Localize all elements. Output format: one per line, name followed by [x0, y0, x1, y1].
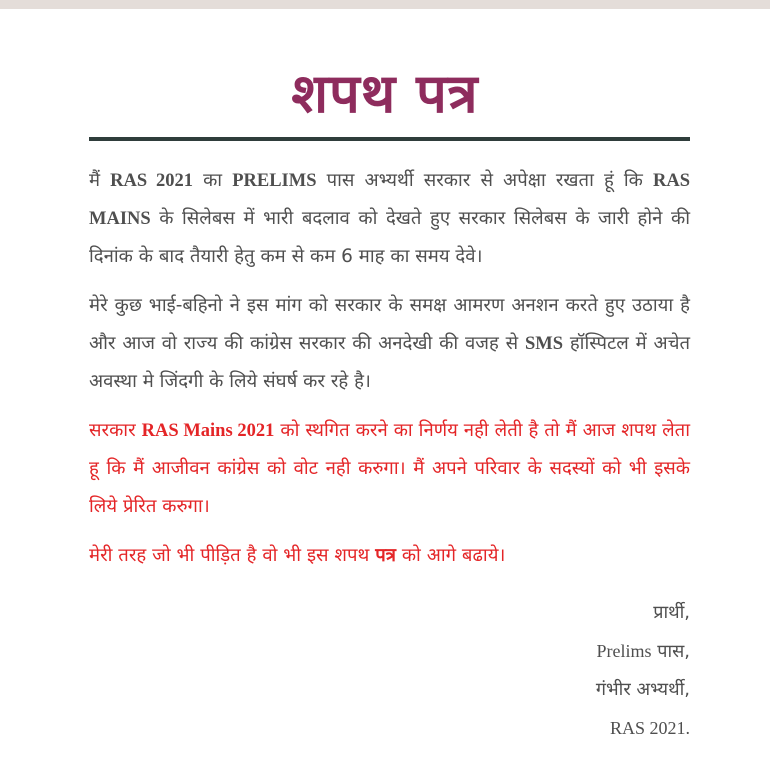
p3-bold-ras-mains-2021: RAS Mains 2021 — [141, 421, 275, 441]
top-band — [0, 0, 770, 9]
p1-bold-ras-mains: RAS MAINS — [89, 171, 690, 229]
p2-text-1: मेरे कुछ भाई-बहिनो ने इस मांग को सरकार के समक्ष आमरण अनशन करते हुए उठाया है और आज वो राज्य की कांग्रेस सरकार की अनदेखी की वजह से — [89, 295, 690, 354]
paragraph-3 — [89, 412, 690, 526]
p2-text-2: हॉस्पिटल में अचेत अवस्था मे जिंदगी के लिये संघर्ष कर रहे है। — [89, 333, 690, 392]
title-divider — [89, 137, 690, 141]
p1-bold-ras-2021: RAS 2021 — [110, 171, 193, 191]
p1-bold-prelims: PRELIMS — [232, 171, 317, 191]
paragraph-4 — [89, 537, 690, 575]
signature-pass-word: पास, — [651, 641, 690, 662]
p4-text-2: को आगे बढाये। — [395, 545, 506, 566]
affidavit-body — [89, 162, 690, 586]
p1-text-1: मैं — [89, 170, 111, 191]
p3-text-1: सरकार — [89, 420, 142, 441]
signature-ras-2021: RAS 2021. — [609, 718, 690, 738]
signature-serious-candidate: गंभीर अभ्यर्थी, — [595, 679, 690, 700]
p1-text-4: के सिलेबस में भारी बदलाव को देखते हुए सरकार सिलेबस के जारी होने की दिनांक के बाद तैयारी हेतु कम से कम 6 माह का समय देवे। — [89, 208, 690, 267]
p2-bold-sms: SMS — [524, 334, 564, 354]
signature-applicant: प्रार्थी, — [653, 602, 690, 623]
signature-prelims-word: Prelims — [596, 641, 652, 661]
p1-text-3: पास अभ्यर्थी सरकार से अपेक्षा रखता हूं कि — [316, 170, 653, 191]
page-title: शपथ पत्र — [291, 62, 479, 125]
signature-prelims-pass — [596, 632, 690, 671]
paragraph-1 — [89, 162, 690, 276]
paragraph-2 — [89, 287, 690, 401]
p4-text-1: मेरी तरह जो भी पीड़ित है वो भी इस शपथ — [89, 545, 376, 566]
signature-block — [596, 594, 690, 747]
p3-text-2: को स्थगित करने का निर्णय नही लेती है तो मैं आज शपथ लेता हू कि मैं आजीवन कांग्रेस को वोट नही करुगा। मैं अपने परिवार के सदस्यों को भी इसके लिये प्रेरित करुगा। — [89, 420, 690, 517]
p1-text-2: का — [193, 170, 233, 191]
p4-bold-patra: पत्र — [375, 545, 396, 566]
